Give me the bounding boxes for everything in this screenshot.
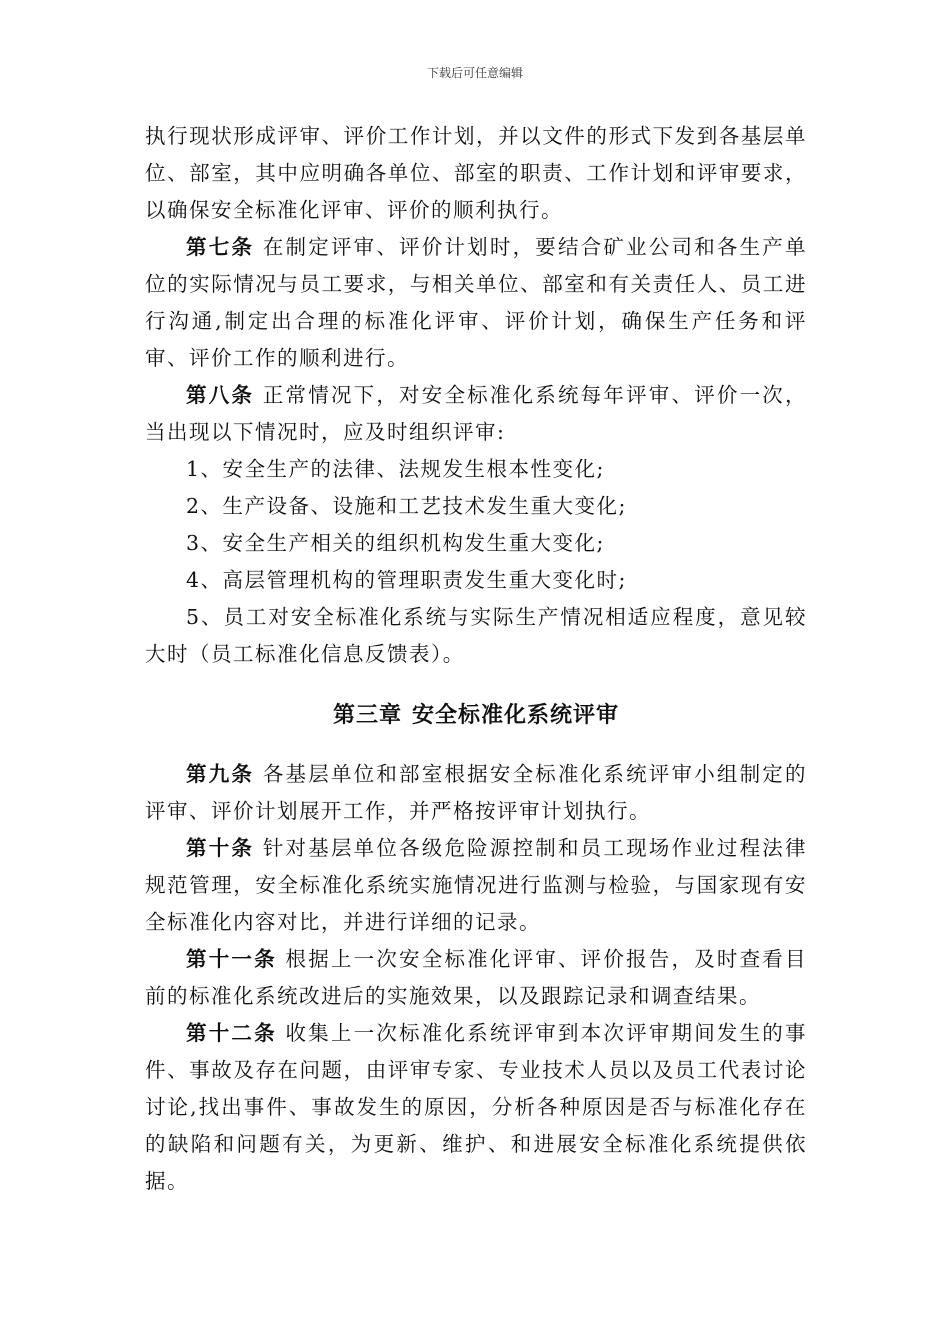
- article-8-item-3: 3、安全生产相关的组织机构发生重大变化;: [186, 531, 605, 555]
- article-11: [145, 941, 807, 1015]
- article-8-label: 第八条: [186, 383, 255, 407]
- intro-continuation-paragraph: 执行现状形成评审、评价工作计划，并以文件的形式下发到各基层单位、部室，其中应明确各单位、部室的职责、工作计划和评审要求，以确保安全标准化评审、评价的顺利执行。: [145, 124, 807, 222]
- article-7-label: 第七条: [186, 235, 255, 259]
- article-9-label: 第九条: [186, 762, 255, 786]
- article-12: [145, 1015, 807, 1200]
- article-8-item-1: 1、安全生产的法律、法规发生根本性变化;: [186, 457, 605, 481]
- article-7-text: 在制定评审、评价计划时，要结合矿业公司和各生产单位的实际情况与员工要求，与相关单位、部室和有关责任人、员工进行沟通,制定出合理的标准化评审、评价计划，确保生产任务和评审、评价工作的顺利进行。: [145, 235, 808, 370]
- document-body: [145, 118, 807, 1200]
- chapter-3-title: 安全标准化系统评审: [412, 703, 620, 728]
- article-10-label: 第十条: [186, 836, 255, 860]
- article-12-text: 收集上一次标准化系统评审到本次评审期间发生的事件、事故及存在问题，由评审专家、专业技术人员以及员工代表讨论讨论,找出事件、事故发生的原因，分析各种原因是否与标准化存在的缺陷和问题有关，为更新、维护、和进展安全标准化系统提供依据。: [145, 1021, 808, 1193]
- article-8-item-5: 5、员工对安全标准化系统与实际生产情况相适应程度，意见较大时（员工标准化信息反馈表）。: [145, 605, 807, 666]
- article-8-text: 正常情况下，对安全标准化系统每年评审、评价一次，当出现以下情况时，应及时组织评审:: [145, 383, 808, 444]
- article-11-text: 根据上一次安全标准化评审、评价报告，及时查看目前的标准化系统改进后的实施效果，以及跟踪记录和调查结果。: [145, 947, 808, 1008]
- article-7: [145, 229, 807, 377]
- article-8-item-4: 4、高层管理机构的管理职责发生重大变化时;: [186, 568, 627, 592]
- article-9-text: 各基层单位和部室根据安全标准化系统评审小组制定的评审、评价计划展开工作，并严格按评审计划执行。: [145, 762, 808, 823]
- article-8-item-2: 2、生产设备、设施和工艺技术发生重大变化;: [186, 494, 627, 518]
- article-11-label: 第十一条: [186, 947, 277, 971]
- article-10: [145, 830, 807, 941]
- article-10-text: 针对基层单位各级危险源控制和员工现场作业过程法律规范管理，安全标准化系统实施情况进行监测与检验，与国家现有安全标准化内容对比，并进行详细的记录。: [145, 836, 808, 934]
- chapter-3-heading: [145, 697, 807, 734]
- article-9: [145, 756, 807, 830]
- chapter-3-number: 第三章: [332, 703, 402, 728]
- article-12-label: 第十二条: [186, 1021, 277, 1045]
- page-header-note: 下载后可任意编辑: [426, 66, 523, 80]
- article-8: [145, 377, 807, 451]
